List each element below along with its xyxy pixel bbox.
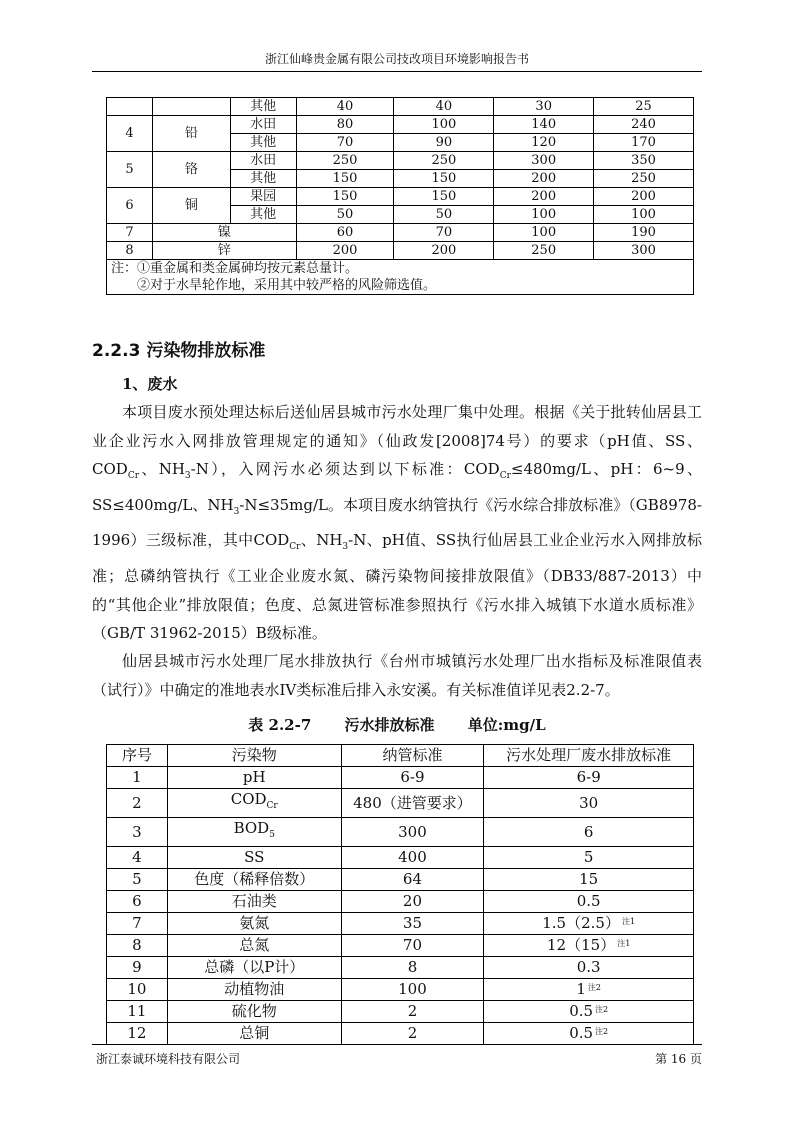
table-row: 12 总铜 2 0.5 $^{注2}$	[107, 1023, 694, 1045]
table-row: 其他 150 150 200 250	[107, 170, 694, 188]
paragraph-2: 仙居县城市污水处理厂尾水排放执行《台州市城镇污水处理厂出水指标及标准限值表（试行）》中确定的准地表水IV类标准后排入永安溪。有关标准值详见表2.2-7。	[92, 652, 702, 699]
table-row: 其他 40 40 30 25	[107, 98, 694, 116]
section-title: 2.2.3 污染物排放标准	[92, 341, 266, 361]
page-header: 浙江仙峰贵金属有限公司技改项目环境影响报告书	[92, 50, 702, 72]
subsection-title: 1、废水	[122, 375, 178, 393]
footer-rule	[92, 1044, 702, 1045]
table-row: 6 铜 果园 150 150 200 200	[107, 188, 694, 206]
table-caption: 表 2.2-7 污水排放标准 单位:mg/L	[248, 716, 546, 734]
table-row: 其他 70 90 120 170	[107, 134, 694, 152]
wastewater-standard-table	[106, 744, 694, 1045]
column-header: 污染物	[167, 745, 341, 767]
table-row: 5 色度（稀释倍数） 64 15	[107, 869, 694, 891]
column-header: 序号	[107, 745, 168, 767]
table-row: 7 镍 60 70 100 190	[107, 224, 694, 242]
paragraph-1: 本项目废水预处理达标后送仙居县城市污水处理厂集中处理。根据《关于批转仙居县工业企业污水入网排放管理规定的通知》（仙政发[2008]74号）的要求（pH值、SS、$COD_{Cr}$、$NH_3-N$），入网污水必须达到以下标准：$COD_{Cr}\le 480mg/L$、pH：6~9、SS≤400mg/L、$NH_3-N\le 35mg/L$。本项目废水纳管执行《污水综合排放标准》（GB8978-1996）三级标准，其中$COD_{Cr}$、$NH_3-N$、pH值、SS执行仙居县工业企业污水入网排放标准；总磷纳管执行《工业企业废水氮、磷污染物间接排放限值》（DB33/887-2013）中的“其他企业”排放限值；色度、总氮进管标准参照执行《污水排入城镇下水道水质标准》（GB/T 31962-2015）B级标准。	[92, 403, 702, 643]
table-row: 4 SS 400 5	[107, 847, 694, 869]
table-note-row	[107, 260, 694, 295]
column-header: 纳管标准	[341, 745, 484, 767]
table-note-2: ②对于水旱轮作地，采用其中较严格的风险筛选值。	[137, 278, 437, 293]
table-row: 6 石油类 20 0.5	[107, 891, 694, 913]
table-row: 5 铬 水田 250 250 300 350	[107, 152, 694, 170]
table-row: 3 $BOD_5$ 300 6	[107, 818, 694, 847]
table-row: 1 pH 6-9 6-9	[107, 767, 694, 789]
soil-standard-table	[106, 97, 694, 295]
table-row: 4 铅 水田 80 100 140 240	[107, 116, 694, 134]
table-row: 8 总氮 70 12（15） $^{注1}$	[107, 935, 694, 957]
column-header: 污水处理厂废水排放标准	[484, 745, 694, 767]
table-row: 7 氨氮 35 1.5（2.5） $^{注1}$	[107, 913, 694, 935]
header-rule	[92, 71, 702, 72]
footer-company: 浙江泰诚环境科技有限公司	[96, 1052, 241, 1066]
table-row: 8 锌 200 200 250 300	[107, 242, 694, 260]
table-row: 9 总磷（以P计） 8 0.3	[107, 957, 694, 979]
table-row: 2 $COD_{Cr}$ 480（进管要求） 30	[107, 789, 694, 818]
table-header-row	[107, 745, 694, 767]
table-row: 11 硫化物 2 0.5 $^{注2}$	[107, 1001, 694, 1023]
table-row: 10 动植物油 100 1 $^{注2}$	[107, 979, 694, 1001]
page-number: 第 16 页	[655, 1052, 702, 1066]
table-row: 其他 50 50 100 100	[107, 206, 694, 224]
table-note-1: 注：①重金属和类金属砷均按元素总量计。	[111, 261, 359, 276]
